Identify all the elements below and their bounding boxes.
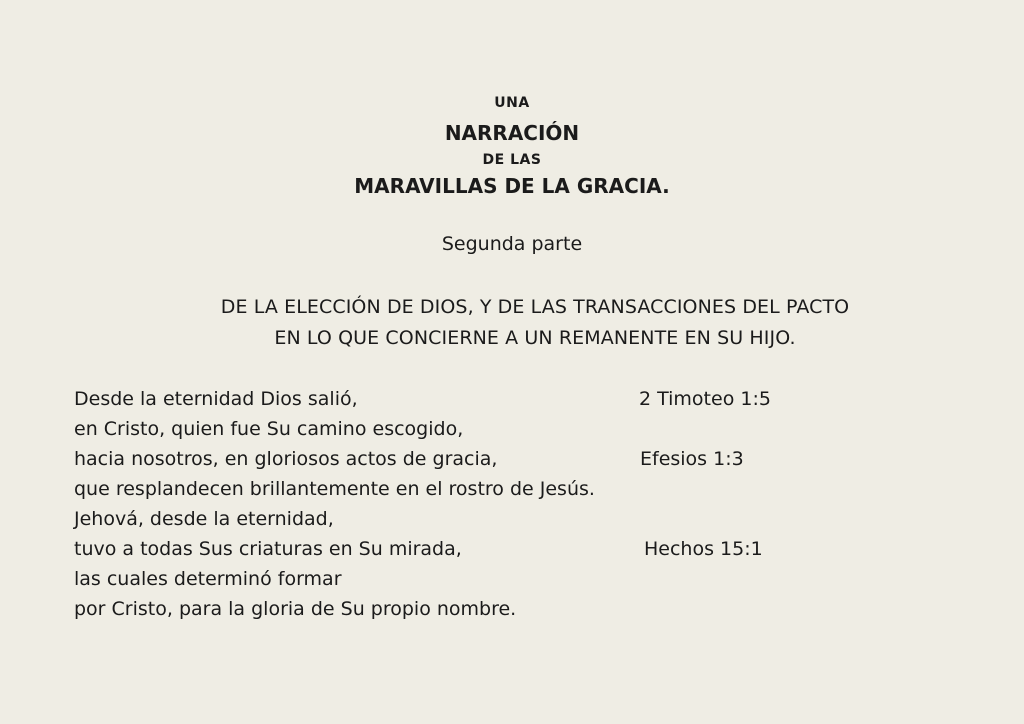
verse-block (74, 384, 974, 624)
subtitle: Segunda parte (441, 233, 583, 255)
section-heading (0, 292, 1024, 354)
verse-line (74, 474, 974, 504)
verse-line (74, 504, 974, 534)
heading-line-2: EN LO QUE CONCIERNE A UN REMANENTE EN SU HIJO. (274, 327, 796, 349)
scripture-reference: Hechos 15:1 (644, 538, 763, 560)
title-line-maravillas: MARAVILLAS DE LA GRACIA. (354, 174, 670, 198)
title-line-una: UNA (494, 95, 530, 111)
scripture-reference: 2 Timoteo 1:5 (639, 388, 771, 410)
verse-line (74, 534, 974, 564)
verse-text: Jehová, desde la eternidad, (74, 508, 334, 530)
heading-line-1: DE LA ELECCIÓN DE DIOS, Y DE LAS TRANSACCIONES DEL PACTO (220, 296, 850, 318)
verse-text: que resplandecen brillantemente en el rostro de Jesús. (74, 478, 595, 500)
verse-line (74, 594, 974, 624)
verse-text: hacia nosotros, en gloriosos actos de gracia, (74, 448, 498, 470)
verse-text: las cuales determinó formar (74, 568, 342, 590)
verse-line (74, 384, 974, 414)
title-line-de-las: DE LAS (482, 152, 542, 168)
title-line-narracion: NARRACIÓN (444, 121, 580, 145)
verse-line (74, 444, 974, 474)
verse-line (74, 414, 974, 444)
verse-text: por Cristo, para la gloria de Su propio nombre. (74, 598, 517, 620)
verse-text: tuvo a todas Sus criaturas en Su mirada, (74, 538, 462, 560)
verse-text: Desde la eternidad Dios salió, (74, 388, 358, 410)
scripture-reference: Efesios 1:3 (640, 448, 744, 470)
verse-line (74, 564, 974, 594)
verse-text: en Cristo, quien fue Su camino escogido, (74, 418, 464, 440)
